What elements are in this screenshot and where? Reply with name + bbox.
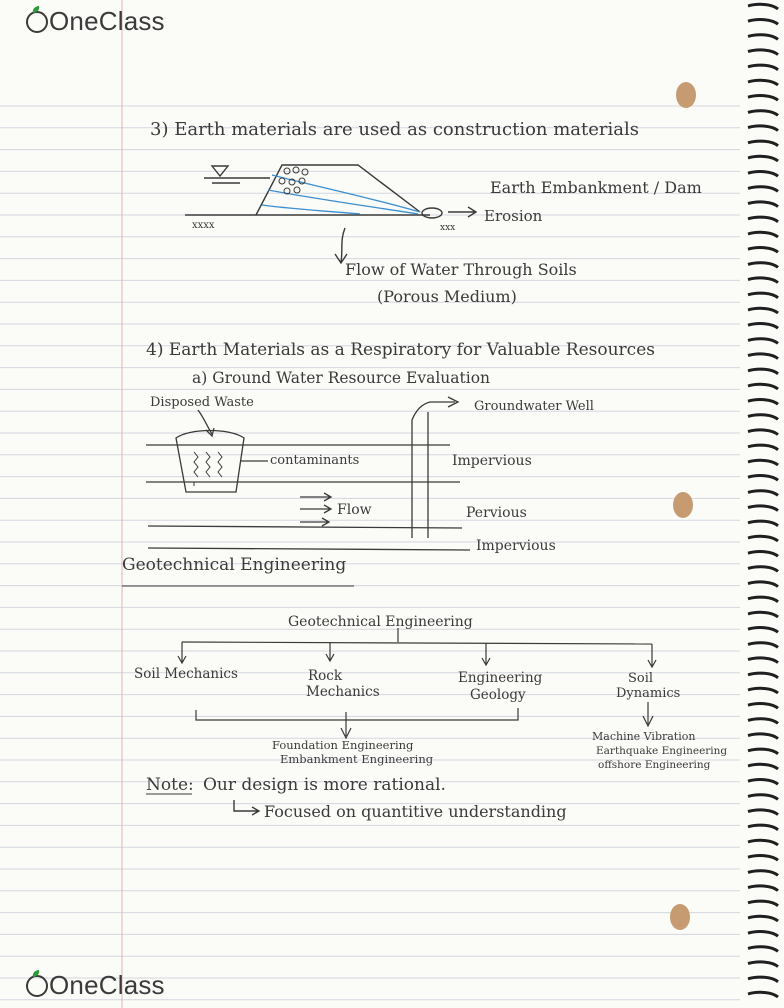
combined-line2: Embankment Engineering (280, 752, 434, 766)
contaminants-label: contaminants (270, 453, 360, 468)
spiral-coil (748, 612, 778, 617)
oneclass-logo-bottom (26, 970, 165, 1001)
contaminant-arrows-icon (194, 452, 222, 486)
dam-label: Earth Embankment / Dam (490, 178, 702, 197)
spiral-coil (748, 597, 778, 602)
spiral-coil (748, 263, 778, 268)
spiral-coil (748, 111, 778, 116)
spiral-coil (748, 840, 778, 845)
spiral-coil (748, 810, 778, 815)
spiral-coil (748, 354, 778, 359)
spiral-coil (748, 658, 778, 663)
spiral-coil (748, 673, 778, 678)
spiral-coil (748, 172, 778, 177)
tree-root: Geotechnical Engineering (288, 614, 473, 630)
branch-soil-mechanics: Soil Mechanics (134, 666, 238, 682)
pervious-label: Pervious (466, 505, 527, 521)
spiral-coil (748, 886, 778, 891)
spiral-coil (748, 780, 778, 785)
well-label: Groundwater Well (474, 399, 594, 414)
spiral-coil (748, 202, 778, 207)
note-label: Note: (146, 775, 194, 795)
spiral-coil (748, 962, 778, 967)
section4-heading: 4) Earth Materials as a Respiratory for Valuable Resources (146, 340, 655, 360)
note-followup: Focused on quantitive understanding (264, 802, 567, 821)
down-arrow-icon (335, 228, 347, 263)
spiral-coil (748, 567, 778, 572)
spiral-coil (748, 491, 778, 496)
spiral-coil (748, 20, 778, 25)
spiral-coil (748, 248, 778, 253)
ground-marks-left: xxxx (192, 220, 215, 231)
spiral-coil (748, 901, 778, 906)
oneclass-logo-top (26, 6, 165, 37)
spiral-coil (748, 476, 778, 481)
spiral-coil (748, 217, 778, 222)
spiral-binding (748, 4, 778, 997)
spiral-coil (748, 734, 778, 739)
spiral-coil (748, 460, 778, 465)
spiral-coil (748, 628, 778, 633)
spiral-coil (748, 430, 778, 435)
spiral-coil (748, 293, 778, 298)
binder-hole (673, 492, 693, 518)
spiral-coil (748, 856, 778, 861)
impervious-top-label: Impervious (452, 453, 532, 469)
ground-marks-right: xxx (440, 223, 456, 233)
dynamics-line1: Machine Vibration (592, 730, 696, 743)
spiral-coil (748, 871, 778, 876)
dam-sketch (185, 165, 476, 263)
spiral-coil (748, 536, 778, 541)
spiral-coil (748, 825, 778, 830)
spiral-coil (748, 947, 778, 952)
spiral-coil (748, 552, 778, 557)
branch-geology-line1: Engineering (458, 670, 543, 686)
spiral-coil (748, 308, 778, 313)
spiral-coil (748, 992, 778, 997)
flow-caption-line1: Flow of Water Through Soils (345, 260, 577, 279)
dynamics-line2: Earthquake Engineering (596, 745, 728, 757)
note-arrow-icon (234, 800, 259, 815)
spiral-coil (748, 4, 778, 9)
waste-label: Disposed Waste (150, 395, 254, 410)
spiral-coil (748, 35, 778, 40)
flow-caption-line2: (Porous Medium) (377, 287, 517, 306)
spiral-coil (748, 369, 778, 374)
spiral-coil (748, 719, 778, 724)
spiral-coil (748, 80, 778, 85)
spiral-coil (748, 278, 778, 283)
spiral-coil (748, 156, 778, 161)
branch-rock-line2: Mechanics (306, 684, 380, 700)
spiral-coil (748, 795, 778, 800)
waste-arrow-icon (198, 410, 214, 436)
binder-hole (676, 82, 696, 108)
spiral-coil (748, 400, 778, 405)
groundwater-sketch (146, 397, 470, 550)
spiral-coil (748, 582, 778, 587)
spiral-coil (748, 384, 778, 389)
spiral-coil (748, 704, 778, 709)
branch-dynamics-line2: Dynamics (616, 686, 681, 701)
tree-connectors (178, 628, 656, 738)
section4-subheading: a) Ground Water Resource Evaluation (192, 369, 491, 387)
spiral-coil (748, 187, 778, 192)
spiral-coil (748, 688, 778, 693)
spiral-coil (748, 50, 778, 55)
spiral-coil (748, 932, 778, 937)
dynamics-line3: offshore Engineering (598, 759, 711, 771)
spiral-coil (748, 506, 778, 511)
spiral-coil (748, 764, 778, 769)
binder-holes (670, 82, 696, 930)
waste-container (176, 431, 244, 493)
flow-label: Flow (337, 502, 372, 518)
spiral-coil (748, 749, 778, 754)
oneclass-leaf-icon (26, 975, 48, 997)
spiral-coil (748, 141, 778, 146)
impervious-bottom-label: Impervious (476, 538, 556, 554)
oneclass-leaf-icon (26, 11, 48, 33)
spiral-coil (748, 126, 778, 131)
spiral-coil (748, 521, 778, 526)
logo-text-bottom: OneClass (49, 970, 165, 1000)
spiral-coil (748, 324, 778, 329)
section3-heading: 3) Earth materials are used as construction materials (150, 119, 640, 140)
spiral-coil (748, 445, 778, 450)
combined-line1: Foundation Engineering (272, 738, 414, 752)
note-text: Our design is more rational. (203, 775, 446, 795)
spiral-coil (748, 916, 778, 921)
erosion-point (422, 208, 442, 218)
geotech-title: Geotechnical Engineering (122, 555, 347, 575)
spiral-coil (748, 65, 778, 70)
binder-hole (670, 904, 690, 930)
branch-dynamics-line1: Soil (628, 671, 654, 686)
spiral-coil (748, 232, 778, 237)
erosion-label: Erosion (484, 207, 543, 225)
spiral-coil (748, 415, 778, 420)
branch-rock-line1: Rock (308, 668, 343, 684)
ruled-lines (0, 106, 740, 1000)
spiral-coil (748, 977, 778, 982)
dynamics-arrow-icon (643, 702, 653, 726)
spiral-coil (748, 96, 778, 101)
spiral-coil (748, 339, 778, 344)
branch-geology-line2: Geology (470, 687, 526, 703)
spiral-coil (748, 643, 778, 648)
logo-text: OneClass (49, 6, 165, 36)
